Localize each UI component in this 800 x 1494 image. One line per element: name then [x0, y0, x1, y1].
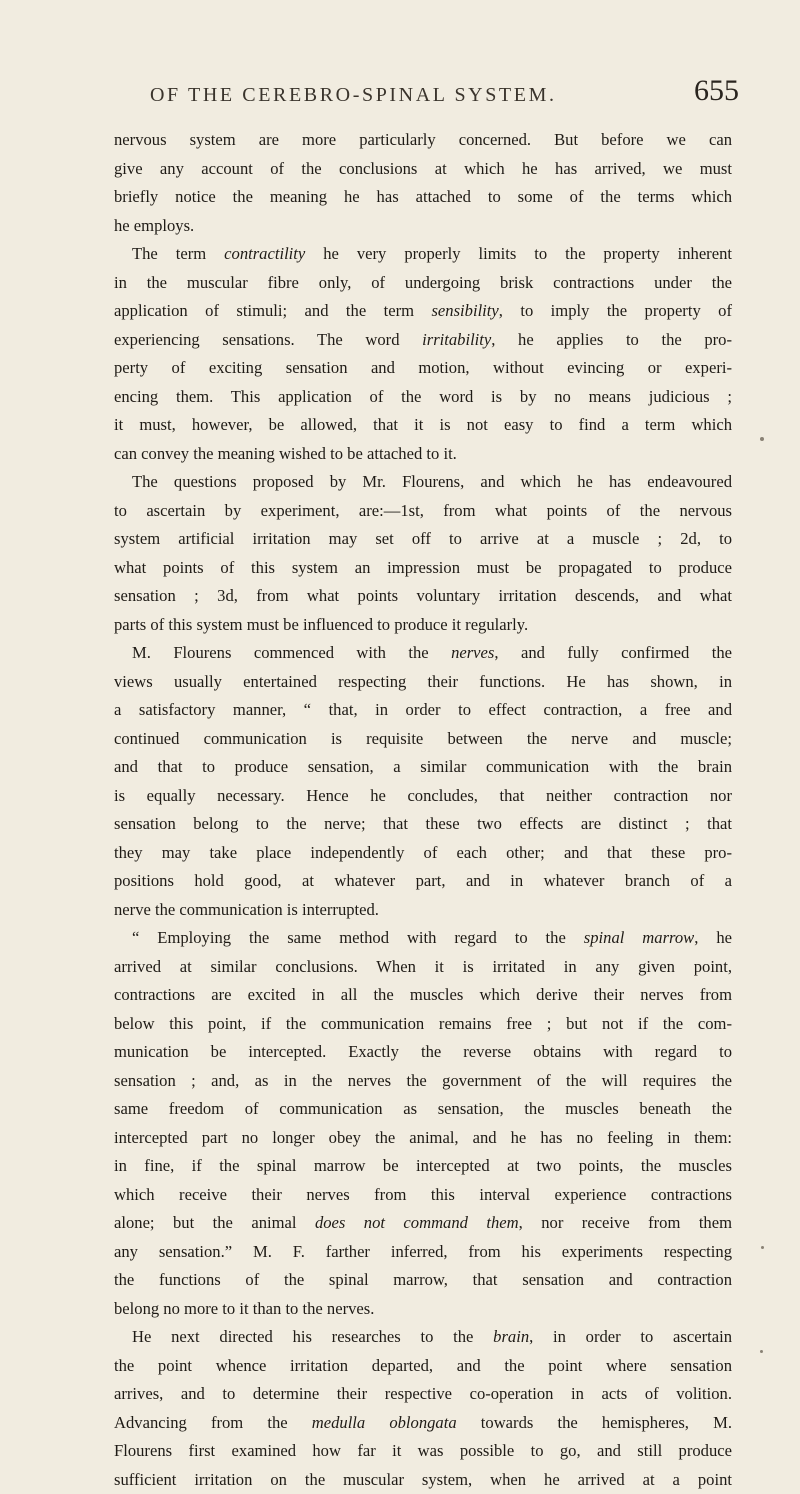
line-text: to ascertain by experiment, are:—1st, from what points of the nervous — [114, 501, 732, 520]
text-line — [114, 1352, 732, 1381]
line-text: encing them. This application of the word is by no means judicious ; — [114, 387, 732, 406]
text-line — [114, 1409, 732, 1438]
line-text: he very properly limits to the property inherent — [305, 244, 732, 263]
line-text: in fine, if the spinal marrow be intercepted at two points, the muscles — [114, 1156, 732, 1175]
text-line — [114, 1238, 732, 1267]
line-text: arrived at similar conclusions. When it is irritated in any given point, — [114, 957, 732, 976]
text-line — [114, 1124, 732, 1153]
text-line — [114, 1067, 732, 1096]
text-line — [114, 1152, 732, 1181]
line-text: arrives, and to determine their respective co-operation in acts of volition. — [114, 1384, 732, 1403]
line-text: nervous system are more particularly concerned. But before we can — [114, 130, 732, 149]
line-text: in the muscular fibre only, of undergoing brisk contractions under the — [114, 273, 732, 292]
italic-term: does not command them — [315, 1213, 519, 1232]
text-line — [114, 411, 732, 440]
italic-term: spinal marrow — [584, 928, 694, 947]
line-text: a satisfactory manner, “ that, in order to effect contraction, a free and — [114, 700, 732, 719]
line-text: sensation ; 3d, from what points voluntary irritation descends, and what — [114, 586, 732, 605]
line-text: parts of this system must be influenced to produce it regularly. — [114, 615, 528, 634]
line-text: nerve the communication is interrupted. — [114, 900, 379, 919]
page-number: 655 — [694, 74, 739, 108]
line-text: intercepted part no longer obey the animal, and he has no feeling in them: — [114, 1128, 732, 1147]
line-text: application of stimuli; and the term — [114, 301, 431, 320]
text-line — [114, 126, 732, 155]
text-line — [114, 1010, 732, 1039]
text-line — [114, 1266, 732, 1295]
text-line — [114, 582, 732, 611]
text-line — [114, 212, 732, 241]
text-line — [114, 953, 732, 982]
line-text: system artificial irritation may set off to arrive at a muscle ; 2d, to — [114, 529, 732, 548]
line-text: sensation belong to the nerve; that these two effects are distinct ; that — [114, 814, 732, 833]
text-line — [114, 554, 732, 583]
line-text: He next directed his researches to the — [132, 1327, 493, 1346]
italic-term: brain — [493, 1327, 529, 1346]
line-text: what points of this system an impression must be propagated to produce — [114, 558, 732, 577]
line-text: it must, however, be allowed, that it is not easy to find a term which — [114, 415, 732, 434]
line-text: which receive their nerves from this interval experience contractions — [114, 1185, 732, 1204]
text-line — [114, 297, 732, 326]
text-line — [114, 810, 732, 839]
line-text: , he applies to the pro- — [491, 330, 732, 349]
text-line — [114, 269, 732, 298]
text-line — [114, 183, 732, 212]
text-line — [114, 639, 732, 668]
text-line — [114, 354, 732, 383]
line-text: M. Flourens commenced with the — [132, 643, 451, 662]
italic-term: irritability — [422, 330, 491, 349]
line-text: continued communication is requisite between the nerve and muscle; — [114, 729, 732, 748]
line-text: The term — [132, 244, 224, 263]
line-text: The questions proposed by Mr. Flourens, and which he has endeavoured — [132, 472, 732, 491]
text-line — [114, 1380, 732, 1409]
line-text: Advancing from the — [114, 1413, 312, 1432]
line-text: , to imply the property of — [499, 301, 732, 320]
running-title: OF THE CEREBRO-SPINAL SYSTEM. — [150, 84, 557, 107]
text-line — [114, 867, 732, 896]
line-text: give any account of the conclusions at which he has arrived, we must — [114, 159, 732, 178]
line-text: , in order to ascertain — [529, 1327, 732, 1346]
text-line — [114, 326, 732, 355]
italic-term: contractility — [224, 244, 305, 263]
text-line — [114, 668, 732, 697]
text-line — [114, 1466, 732, 1494]
line-text: munication be intercepted. Exactly the reverse obtains with regard to — [114, 1042, 732, 1061]
line-text: contractions are excited in all the muscles which derive their nerves from — [114, 985, 732, 1004]
line-text: briefly notice the meaning he has attached to some of the terms which — [114, 187, 732, 206]
text-line — [114, 1038, 732, 1067]
text-line — [114, 839, 732, 868]
body-text — [114, 126, 732, 1494]
line-text: any sensation.” M. F. farther inferred, from his experiments respecting — [114, 1242, 732, 1261]
text-line — [114, 611, 732, 640]
line-text: , and fully confirmed the — [494, 643, 732, 662]
text-line — [114, 468, 732, 497]
line-text: , he — [694, 928, 732, 947]
text-line — [114, 240, 732, 269]
line-text: belong no more to it than to the nerves. — [114, 1299, 374, 1318]
text-line — [114, 1181, 732, 1210]
line-text: alone; but the animal — [114, 1213, 315, 1232]
line-text: sufficient irritation on the muscular system, when he arrived at a point — [114, 1470, 732, 1489]
line-text: he employs. — [114, 216, 194, 235]
text-line — [114, 1295, 732, 1324]
text-line — [114, 497, 732, 526]
line-text: same freedom of communication as sensation, the muscles beneath the — [114, 1099, 732, 1118]
text-line — [114, 753, 732, 782]
text-line — [114, 440, 732, 469]
line-text: Flourens first examined how far it was possible to go, and still produce — [114, 1441, 732, 1460]
text-line — [114, 696, 732, 725]
line-text: towards the hemispheres, M. — [457, 1413, 732, 1432]
line-text: they may take place independently of each other; and that these pro- — [114, 843, 732, 862]
text-line — [114, 1095, 732, 1124]
line-text: and that to produce sensation, a similar communication with the brain — [114, 757, 732, 776]
line-text: “ Employing the same method with regard to the — [132, 928, 584, 947]
italic-term: nerves — [451, 643, 494, 662]
line-text: perty of exciting sensation and motion, without evincing or experi- — [114, 358, 732, 377]
line-text: can convey the meaning wished to be attached to it. — [114, 444, 457, 463]
text-line — [114, 782, 732, 811]
running-head — [0, 74, 800, 114]
line-text: views usually entertained respecting their functions. He has shown, in — [114, 672, 732, 691]
text-line — [114, 1209, 732, 1238]
text-line — [114, 896, 732, 925]
line-text: sensation ; and, as in the nerves the government of the will requires the — [114, 1071, 732, 1090]
line-text: the functions of the spinal marrow, that sensation and contraction — [114, 1270, 732, 1289]
text-line — [114, 1323, 732, 1352]
italic-term: medulla oblongata — [312, 1413, 457, 1432]
print-speck — [760, 437, 764, 441]
line-text: , nor receive from them — [519, 1213, 732, 1232]
print-speck — [761, 1246, 764, 1249]
text-line — [114, 981, 732, 1010]
line-text: below this point, if the communication remains free ; but not if the com- — [114, 1014, 732, 1033]
text-line — [114, 1437, 732, 1466]
line-text: is equally necessary. Hence he concludes, that neither contraction nor — [114, 786, 732, 805]
text-line — [114, 155, 732, 184]
text-line — [114, 924, 732, 953]
italic-term: sensibility — [431, 301, 498, 320]
text-line — [114, 725, 732, 754]
line-text: the point whence irritation departed, and the point where sensation — [114, 1356, 732, 1375]
text-line — [114, 383, 732, 412]
line-text: experiencing sensations. The word — [114, 330, 422, 349]
line-text: positions hold good, at whatever part, and in whatever branch of a — [114, 871, 732, 890]
text-line — [114, 525, 732, 554]
print-speck — [760, 1350, 763, 1353]
